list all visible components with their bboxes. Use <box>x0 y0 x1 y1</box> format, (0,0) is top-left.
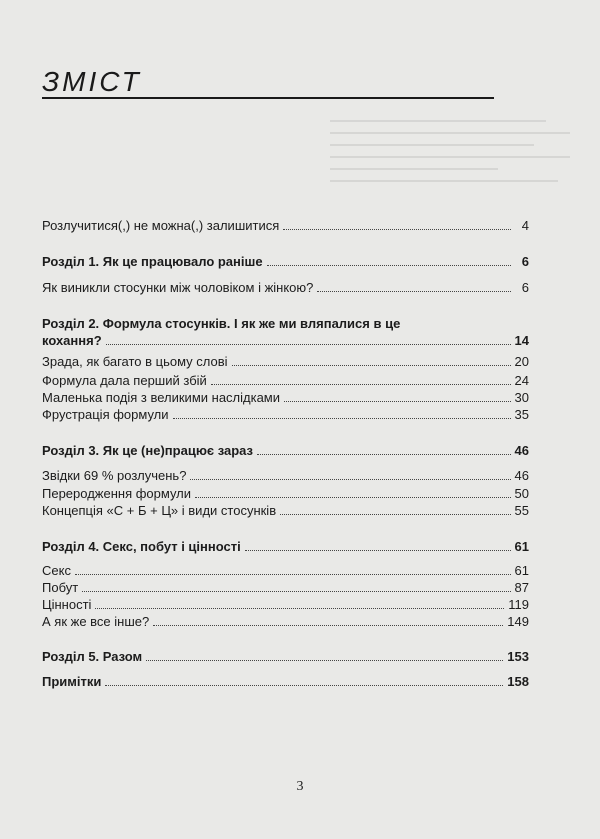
toc-entry: Цінності 119 <box>42 597 529 612</box>
dot-leader <box>106 333 511 345</box>
dot-leader <box>95 597 504 609</box>
toc-entry: Побут 87 <box>42 580 529 595</box>
toc-chapter: Розділ 2. Формула стосунків. І як же ми вляпалися в це кохання? 14 <box>42 316 529 348</box>
dot-leader <box>75 563 511 575</box>
toc-entry: Маленька подія з великими наслідками 30 <box>42 390 529 405</box>
dot-leader <box>82 580 510 592</box>
toc-entry: Концепція «С + Б + Ц» і види стосунків 55 <box>42 503 529 518</box>
toc-entry: Зрада, як багато в цьому слові 20 <box>42 354 529 369</box>
toc-entry: Переродження формули 50 <box>42 486 529 501</box>
dot-leader <box>245 539 511 551</box>
toc-chapter: Примітки 158 <box>42 674 529 689</box>
toc-entry: Секс 61 <box>42 563 529 578</box>
dot-leader <box>284 390 511 402</box>
toc-chapter: Розділ 4. Секс, побут і цінності 61 <box>42 539 529 554</box>
dot-leader <box>173 407 511 419</box>
toc-chapter-line1: Розділ 2. Формула стосунків. І як же ми вляпалися в це <box>42 316 401 331</box>
title-underline <box>42 97 494 99</box>
toc-chapter: Розділ 1. Як це працювало раніше 6 <box>42 254 529 269</box>
dot-leader <box>195 486 511 498</box>
toc-entry: Розлучитися(,) не можна(,) залишитися 4 <box>42 218 529 233</box>
dot-leader <box>283 218 511 230</box>
page-title: ЗМІСТ <box>42 66 142 97</box>
dot-leader <box>280 503 510 515</box>
dot-leader <box>211 373 511 385</box>
toc-entry: Формула дала перший збій 24 <box>42 373 529 388</box>
toc-chapter: Розділ 5. Разом 153 <box>42 649 529 664</box>
dot-leader <box>190 468 510 480</box>
dot-leader <box>232 354 511 366</box>
toc-entry: Як виникли стосунки між чоловіком і жінкою? 6 <box>42 280 529 295</box>
dot-leader <box>153 614 503 626</box>
dot-leader <box>267 254 511 266</box>
toc-entry: Звідки 69 % розлучень? 46 <box>42 468 529 483</box>
dot-leader <box>317 280 511 292</box>
page-number: 3 <box>296 779 304 794</box>
toc-entry: Фрустрація формули 35 <box>42 407 529 422</box>
dot-leader <box>146 649 503 661</box>
dot-leader <box>105 674 503 686</box>
toc-chapter: Розділ 3. Як це (не)працює зараз 46 <box>42 443 529 458</box>
dot-leader <box>257 443 511 455</box>
bleed-through-text <box>330 110 570 230</box>
toc-entry: А як же все інше? 149 <box>42 614 529 629</box>
